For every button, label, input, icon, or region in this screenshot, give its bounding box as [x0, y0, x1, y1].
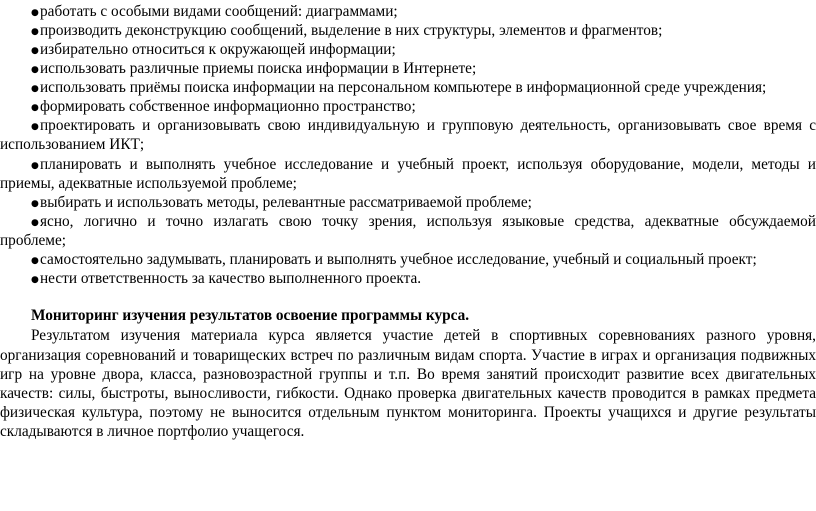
- paragraph-line: качеств: силы, быстроты, выносливости, гибкости. Однако проверка двигательных качеств проводится в рамках предмета: [0, 385, 816, 402]
- list-item: [31, 155, 816, 174]
- list-item-text: самостоятельно задумывать, планировать и выполнять учебное исследование, учебный и социальный проект;: [40, 251, 757, 268]
- list-item-text: использовать приёмы поиска информации на персональном компьютере в информационной среде учреждения;: [40, 79, 767, 96]
- list-item-text: формировать собственное информационно пространство;: [40, 98, 416, 115]
- list-item-continuation: проблеме;: [0, 232, 67, 249]
- list-item-text: ясно, логично и точно излагать свою точку зрения, используя языковые средства, адекватные обсуждаемой: [40, 213, 816, 230]
- bullet-icon: ●: [31, 103, 39, 113]
- list-item-text: проектировать и организовывать свою индивидуальную и групповую деятельность, организовывать свое время с: [40, 117, 816, 134]
- list-item-text: избирательно относиться к окружающей информации;: [40, 41, 396, 58]
- list-item-text: работать с особыми видами сообщений: диаграммами;: [40, 3, 398, 20]
- list-item: [31, 78, 816, 97]
- list-item: [31, 116, 816, 135]
- bullet-icon: ●: [31, 8, 39, 18]
- bullet-icon: ●: [31, 65, 39, 75]
- list-item-text: выбирать и использовать методы, релевантные рассматриваемой проблеме;: [40, 194, 532, 211]
- list-item: [31, 250, 816, 269]
- list-item-continuation: приемы, адекватные используемой проблеме;: [0, 175, 297, 192]
- paragraph-line: физическая культура, поэтому не выносится отдельным пунктом мониторинга. Проекты учащихся и другие результаты: [0, 404, 816, 421]
- list-item: [31, 21, 816, 40]
- list-item: [31, 269, 816, 288]
- bullet-icon: ●: [31, 199, 39, 209]
- list-item: [31, 193, 816, 212]
- list-item: [31, 212, 816, 231]
- bullet-icon: ●: [31, 122, 39, 132]
- bullet-icon: ●: [31, 84, 39, 94]
- list-item-text: нести ответственность за качество выполненного проекта.: [40, 270, 422, 287]
- paragraph-line: Результатом изучения материала курса является участие детей в спортивных соревнованиях разного уровня,: [31, 327, 816, 344]
- bullet-icon: ●: [31, 218, 39, 228]
- list-item: [31, 40, 816, 59]
- paragraph-line: организация соревнований и товарищеских встреч по различным видам спорта. Участие в играх и организация подвижных: [0, 347, 816, 364]
- bullet-icon: ●: [31, 27, 39, 37]
- paragraph-line: игр на уровне двора, класса, разновозрастной группы и т.п. Во время занятий происходит развитие всех двигательных: [0, 366, 816, 383]
- bullet-icon: ●: [31, 161, 39, 171]
- list-item: [31, 59, 816, 78]
- list-item-continuation: использованием ИКТ;: [0, 136, 145, 153]
- paragraph-line: складываются в личное портфолио учащегося.: [0, 423, 305, 440]
- bullet-icon: ●: [31, 46, 39, 56]
- bullet-icon: ●: [31, 256, 39, 266]
- list-item-text: планировать и выполнять учебное исследование и учебный проект, используя оборудование, модели, методы и: [40, 156, 816, 173]
- list-item-text: производить деконструкцию сообщений, выделение в них структуры, элементов и фрагментов;: [40, 22, 663, 39]
- section-heading: Мониторинг изучения результатов освоение программы курса.: [31, 307, 470, 324]
- bullet-icon: ●: [31, 275, 39, 285]
- list-item: [31, 2, 816, 21]
- list-item: [31, 97, 816, 116]
- list-item-text: использовать различные приемы поиска информации в Интернете;: [40, 60, 477, 77]
